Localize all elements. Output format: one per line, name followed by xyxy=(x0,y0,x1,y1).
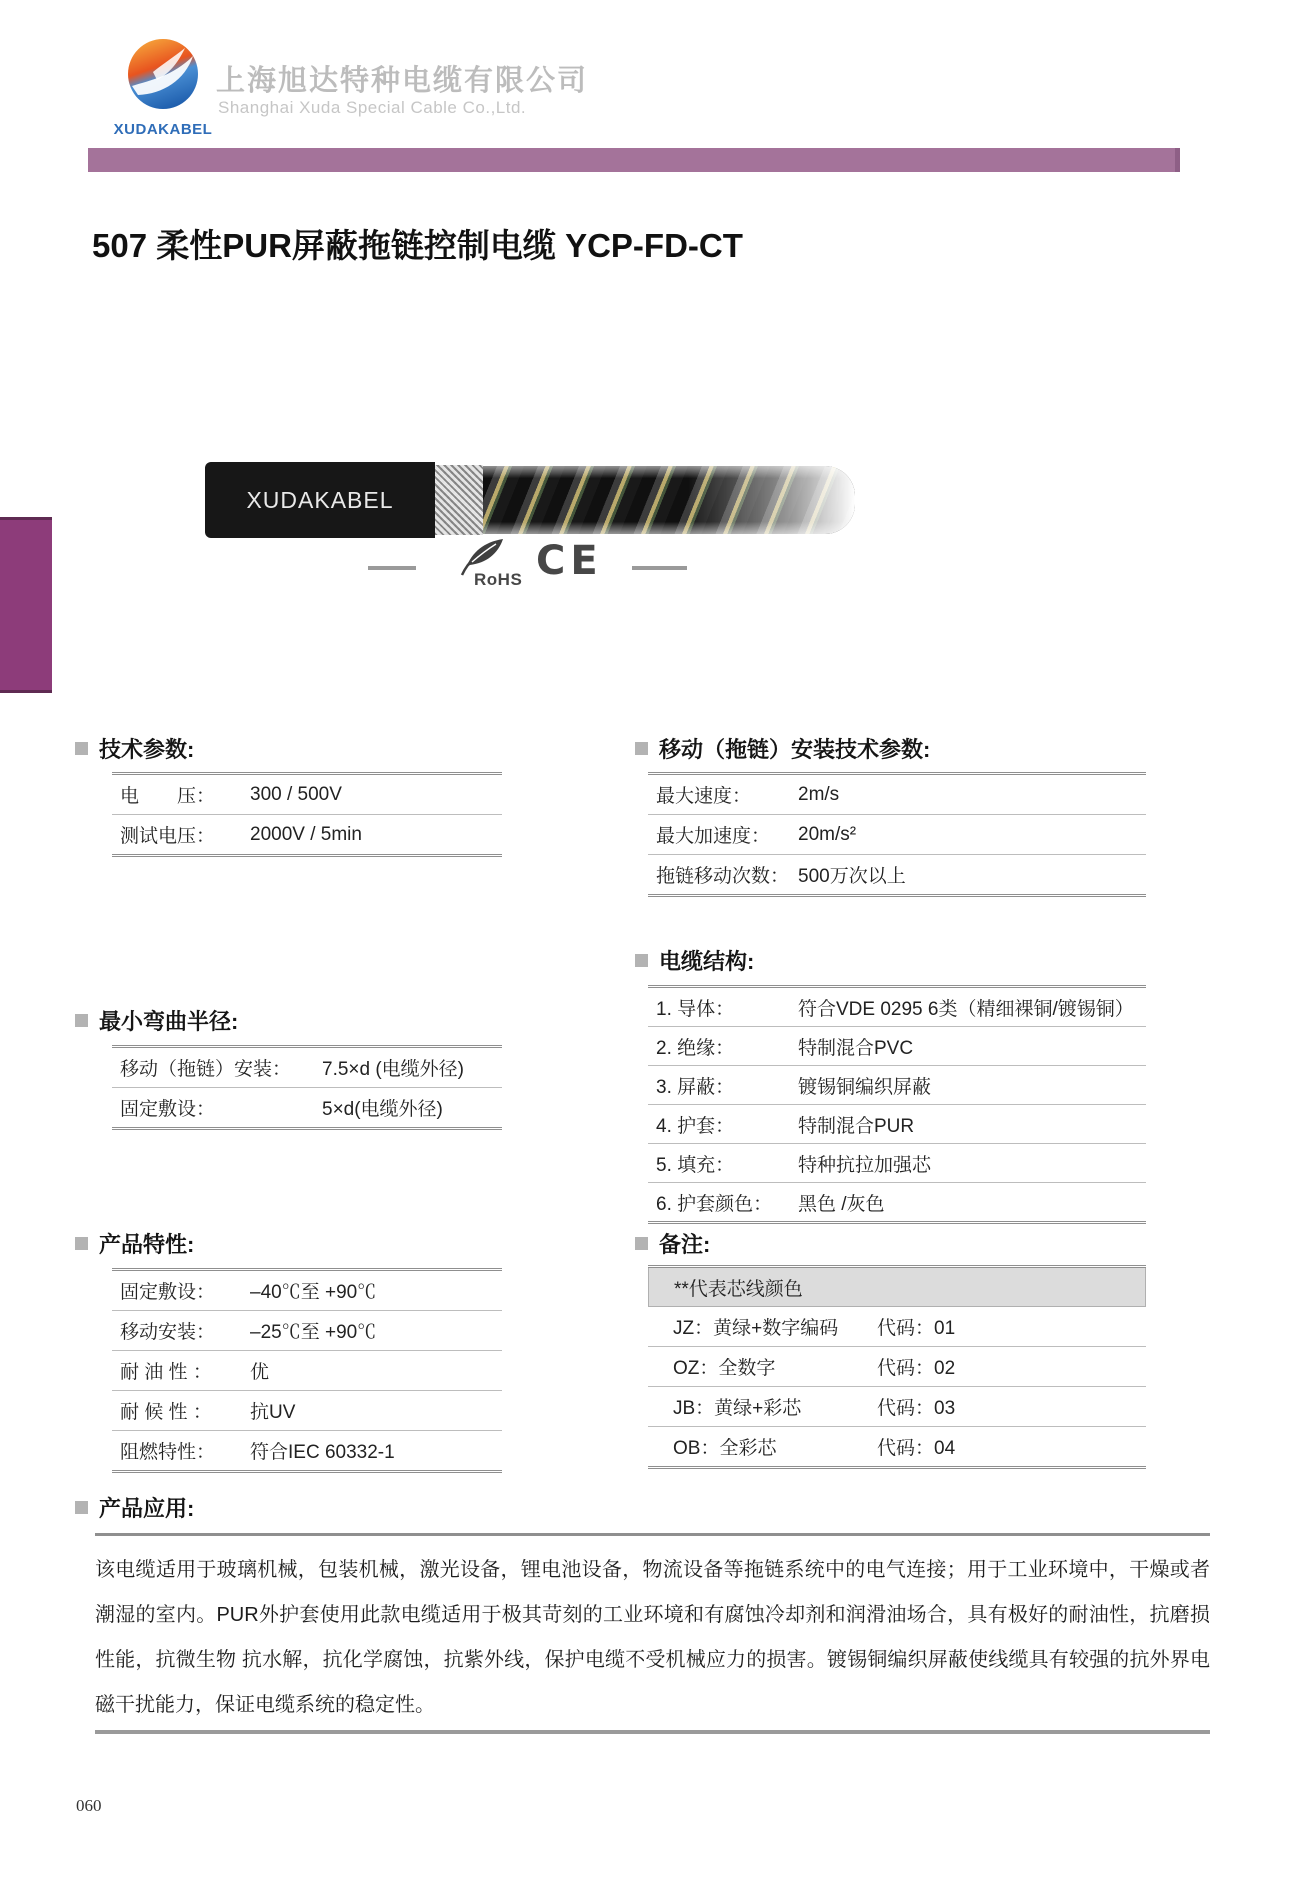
remarks-note-row xyxy=(648,1268,1146,1307)
table-row xyxy=(112,1088,502,1127)
param-label: 3. 屏蔽： xyxy=(656,1076,735,1098)
param-label: 4. 护套： xyxy=(656,1115,735,1137)
param-label: 电 压： xyxy=(120,786,216,807)
cable-structure-table xyxy=(648,985,1146,1224)
code-value: 代码：02 xyxy=(877,1358,956,1379)
param-value: 300 / 500V xyxy=(250,783,342,805)
application-text: 该电缆适用于玻璃机械，包装机械，激光设备，锂电池设备，物流设备等拖链系统中的电气连接；用于工业环境中，干燥或者潮湿的室内。PUR外护套使用此款电缆适用于极其苛刻的工业环境和有腐蚀冷却剂和润滑油场合，具有极好的耐油性，抗磨损性能，抗微生物 抗水解，抗化学腐蚀，抗紫外线，保护电缆不受机械应力的损害。镀锡铜编织屏蔽使线缆具有较强的抗外界电磁干扰能力，保证电缆系统的稳定性。 xyxy=(95,1559,1210,1716)
code-name: JZ：黄绿+数字编码 xyxy=(673,1318,839,1339)
mobile-params-table xyxy=(648,772,1146,897)
section-heading-mobile-params xyxy=(635,733,930,764)
header-accent-bar xyxy=(88,148,1180,172)
table-row xyxy=(648,1387,1146,1427)
table-row xyxy=(112,775,502,815)
param-value: 镀锡铜编织屏蔽 xyxy=(798,1076,932,1098)
code-value: 代码：01 xyxy=(877,1318,956,1339)
param-value: 5×d(电缆外径) xyxy=(322,1099,443,1120)
application-top-rule xyxy=(95,1533,1210,1536)
code-name: JB：黄绿+彩芯 xyxy=(673,1398,802,1419)
param-label: 阻燃特性： xyxy=(120,1442,216,1463)
param-value: 符合IEC 60332-1 xyxy=(250,1442,395,1463)
section-heading-bend-radius xyxy=(75,1005,238,1036)
param-value: 500万次以上 xyxy=(798,866,906,887)
param-value: 7.5×d (电缆外径) xyxy=(322,1059,465,1080)
code-name: OB：全彩芯 xyxy=(673,1438,777,1459)
table-row xyxy=(648,1307,1146,1347)
application-bottom-rule xyxy=(95,1730,1210,1734)
param-value: –40℃至 +90℃ xyxy=(250,1282,377,1303)
cable-braid-shield xyxy=(435,465,483,535)
section-heading-application xyxy=(75,1492,194,1523)
section-bullet-icon xyxy=(75,1501,88,1514)
param-label: 移动安装： xyxy=(120,1322,216,1343)
section-title: 技术参数: xyxy=(99,737,195,762)
table-row xyxy=(648,775,1146,815)
rohs-label: RoHS xyxy=(474,570,523,589)
table-row xyxy=(648,1066,1146,1105)
param-label: 6. 护套颜色： xyxy=(656,1193,773,1215)
param-label: 测试电压： xyxy=(120,826,216,847)
section-bullet-icon xyxy=(75,742,88,755)
section-bullet-icon xyxy=(635,742,648,755)
table-row xyxy=(648,1183,1146,1221)
param-value: 2000V / 5min xyxy=(250,823,362,845)
cable-jacket xyxy=(205,462,435,538)
section-heading-features xyxy=(75,1228,194,1259)
param-value: –25℃至 +90℃ xyxy=(250,1322,377,1343)
table-row xyxy=(648,1347,1146,1387)
section-heading-tech-params xyxy=(75,733,194,764)
param-value: 特制混合PVC xyxy=(798,1037,914,1059)
param-value: 特种抗拉加强芯 xyxy=(798,1154,932,1176)
section-bullet-icon xyxy=(635,954,648,967)
section-heading-remarks xyxy=(635,1228,710,1259)
code-value: 代码：03 xyxy=(877,1398,956,1419)
param-label: 最大加速度： xyxy=(656,826,771,847)
table-row xyxy=(112,1431,502,1470)
section-bullet-icon xyxy=(635,1237,648,1250)
param-value: 黑色 /灰色 xyxy=(798,1193,885,1215)
table-row xyxy=(648,815,1146,855)
globe-swoosh-icon xyxy=(123,36,203,114)
param-value: 抗UV xyxy=(250,1402,296,1423)
rohs-logo xyxy=(458,536,530,592)
divider-dash-right xyxy=(632,566,687,570)
code-value: 代码：04 xyxy=(877,1438,956,1459)
table-row xyxy=(112,1271,502,1311)
section-title: 产品应用: xyxy=(99,1496,195,1521)
table-row xyxy=(112,1048,502,1088)
section-title: 产品特性: xyxy=(99,1232,195,1257)
param-label: 固定敷设： xyxy=(120,1099,216,1120)
param-value: 符合VDE 0295 6类（精细裸铜/镀锡铜） xyxy=(798,998,1134,1020)
param-value: 20m/s² xyxy=(798,823,857,845)
cable-twisted-cores xyxy=(483,466,855,534)
cable-brand-print: XUDAKABEL xyxy=(246,486,394,513)
table-row xyxy=(648,1027,1146,1066)
param-label: 5. 填充： xyxy=(656,1154,735,1176)
param-label: 2. 绝缘： xyxy=(656,1037,735,1059)
param-label: 耐 候 性 ： xyxy=(120,1402,212,1423)
param-label: 最大速度： xyxy=(656,786,752,807)
section-bullet-icon xyxy=(75,1014,88,1027)
param-value: 优 xyxy=(250,1362,270,1383)
page-title: 507 柔性PUR屏蔽拖链控制电缆 YCP-FD-CT xyxy=(92,227,743,264)
tech-params-table xyxy=(112,772,502,857)
table-row xyxy=(112,1311,502,1351)
param-label: 固定敷设： xyxy=(120,1282,216,1303)
logo-wordmark: XUDAKABEL xyxy=(113,121,213,138)
section-title: 移动（拖链）安装技术参数: xyxy=(659,737,931,762)
table-row xyxy=(112,815,502,854)
table-row xyxy=(648,1105,1146,1144)
param-label: 拖链移动次数： xyxy=(656,866,790,887)
features-table xyxy=(112,1268,502,1473)
cable-product-image xyxy=(205,460,855,540)
param-label: 移动（拖链）安装： xyxy=(120,1059,292,1080)
section-bullet-icon xyxy=(75,1237,88,1250)
remarks-note: **代表芯线颜色 xyxy=(674,1278,803,1300)
table-row xyxy=(648,855,1146,894)
param-label: 耐 油 性 ： xyxy=(120,1362,212,1383)
remarks-table xyxy=(648,1265,1146,1469)
table-row xyxy=(112,1391,502,1431)
ce-mark: CE xyxy=(536,538,603,584)
table-row xyxy=(648,1427,1146,1466)
code-name: OZ：全数字 xyxy=(673,1358,776,1379)
side-tab-block xyxy=(0,517,52,693)
param-value: 2m/s xyxy=(798,783,840,805)
section-title: 最小弯曲半径: xyxy=(99,1009,239,1034)
param-label: 1. 导体： xyxy=(656,998,735,1020)
company-name-en: Shanghai Xuda Special Cable Co.,Ltd. xyxy=(218,98,527,117)
company-logo xyxy=(108,36,218,138)
table-row xyxy=(648,1144,1146,1183)
divider-dash-left xyxy=(368,566,416,570)
table-row xyxy=(648,988,1146,1027)
table-row xyxy=(112,1351,502,1391)
section-title: 电缆结构: xyxy=(659,949,755,974)
company-name-cn: 上海旭达特种电缆有限公司 xyxy=(216,65,589,97)
section-heading-cable-structure xyxy=(635,945,754,976)
page-number: 060 xyxy=(76,1796,102,1815)
section-title: 备注: xyxy=(659,1232,711,1257)
param-value: 特制混合PUR xyxy=(798,1115,915,1137)
bend-radius-table xyxy=(112,1045,502,1130)
